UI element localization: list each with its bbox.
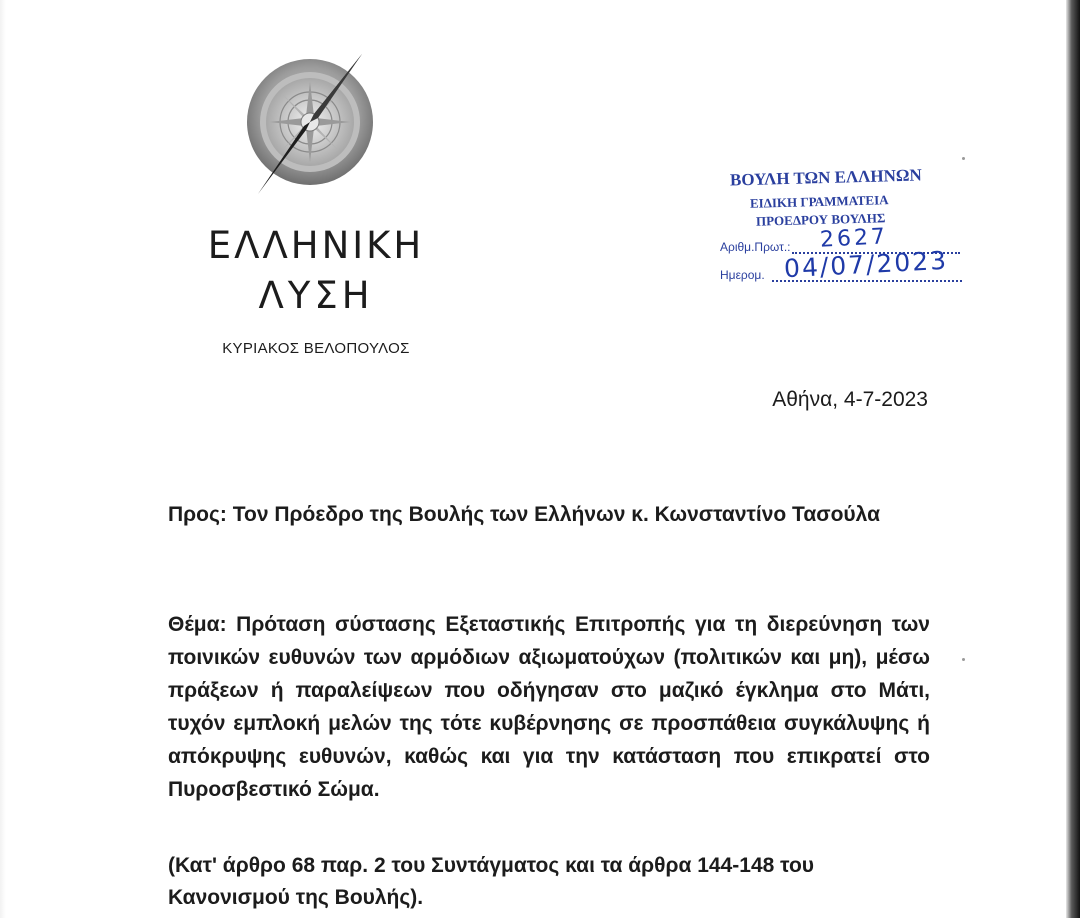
subject-paragraph: Θέμα: Πρόταση σύστασης Εξεταστικής Επιτροπής για τη διερεύνηση των ποινικών ευθυνών των αρμόδιων αξιωματούχων (πολιτικών και μη), μέσω πράξεων ή παραλείψεων που οδήγησαν στο μαζικό έγκλημα στο Μάτι, τυχόν εμπλοκή μελών της τότε κυβέρνησης σε προσπάθεια συγκάλυψης ή απόκρυψης ευθυνών, καθώς και για την κατάσταση που επικρατεί στο Πυροσβεστικό Σώμα. — [168, 613, 930, 801]
party-leader-name: ΚΥΡΙΑΚΟΣ ΒΕΛΟΠΟΥΛΟΣ — [222, 340, 410, 357]
scan-edge-left — [0, 0, 6, 918]
stamp-line3: ΠΡΟΕΔΡΟΥ ΒΟΥΛΗΣ — [755, 210, 886, 229]
compass-logo-icon — [244, 48, 376, 206]
addressee: Προς: Τον Πρόεδρο της Βουλής των Ελλήνων κ. Κωνσταντίνο Τασούλα — [168, 503, 880, 526]
scan-speck — [962, 157, 965, 160]
place-and-date: Αθήνα, 4-7-2023 — [772, 388, 928, 411]
stamp-protocol-label: Αριθμ.Πρωτ.: — [720, 240, 791, 254]
legal-basis-paragraph: (Κατ' άρθρο 68 παρ. 2 του Συντάγματος και τα άρθρα 144-148 του Κανονισμού της Βουλής). — [168, 854, 814, 909]
party-name-line2: ΛΥΣΗ — [258, 274, 374, 317]
stamp-date-label: Ημερομ. — [720, 268, 765, 282]
scan-edge-right — [1066, 0, 1080, 918]
stamp-protocol-number: 2627 — [819, 224, 889, 253]
stamp-line2: ΕΙΔΙΚΗ ΓΡΑΜΜΑΤΕΙΑ — [749, 192, 889, 211]
stamp-date-value: 04/07/2023 — [783, 245, 949, 284]
stamp-line1: ΒΟΥΛΗ ΤΩΝ ΕΛΛΗΝΩΝ — [729, 165, 922, 190]
scan-speck — [962, 658, 965, 661]
party-name-line1: ΕΛΛΗΝΙΚΗ — [207, 224, 425, 267]
registration-stamp — [716, 162, 978, 292]
